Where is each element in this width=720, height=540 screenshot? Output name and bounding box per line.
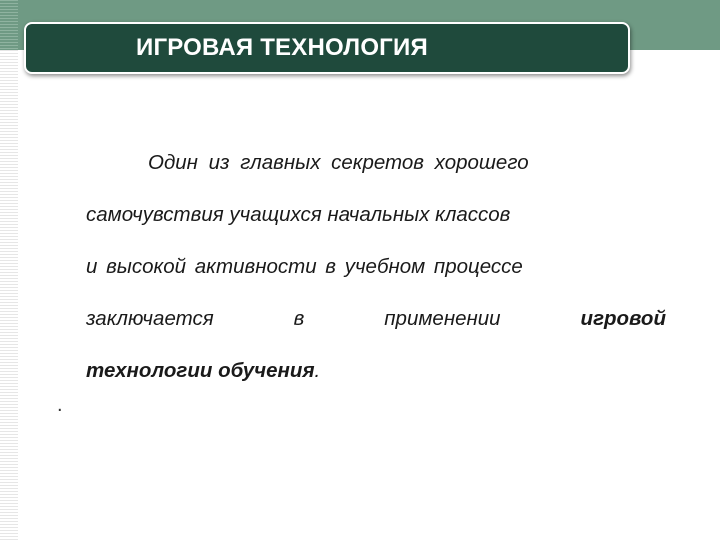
word: заключается [86, 307, 214, 330]
page-title: ИГРОВАЯ ТЕХНОЛОГИЯ [136, 34, 428, 61]
paragraph-line-4 [86, 293, 666, 345]
paragraph-line-5 [86, 345, 666, 397]
period: . [314, 359, 321, 382]
word: применении [384, 307, 501, 330]
left-stripe-decoration [0, 50, 18, 540]
left-stripe-decoration-top [0, 0, 18, 50]
paragraph-line-3: и высокой активности в учебном процессе [86, 255, 523, 278]
bullet-dot: . [57, 394, 63, 416]
body-paragraph [86, 137, 666, 397]
word: в [293, 307, 305, 330]
paragraph-line-1: Один из главных секретов хорошего [148, 151, 529, 174]
bold-phrase: технологии обучения [86, 359, 315, 382]
paragraph-line-2: самочувствия учащихся начальных классов [86, 203, 511, 226]
title-bar [24, 22, 630, 74]
word-bold: игровой [580, 307, 666, 330]
